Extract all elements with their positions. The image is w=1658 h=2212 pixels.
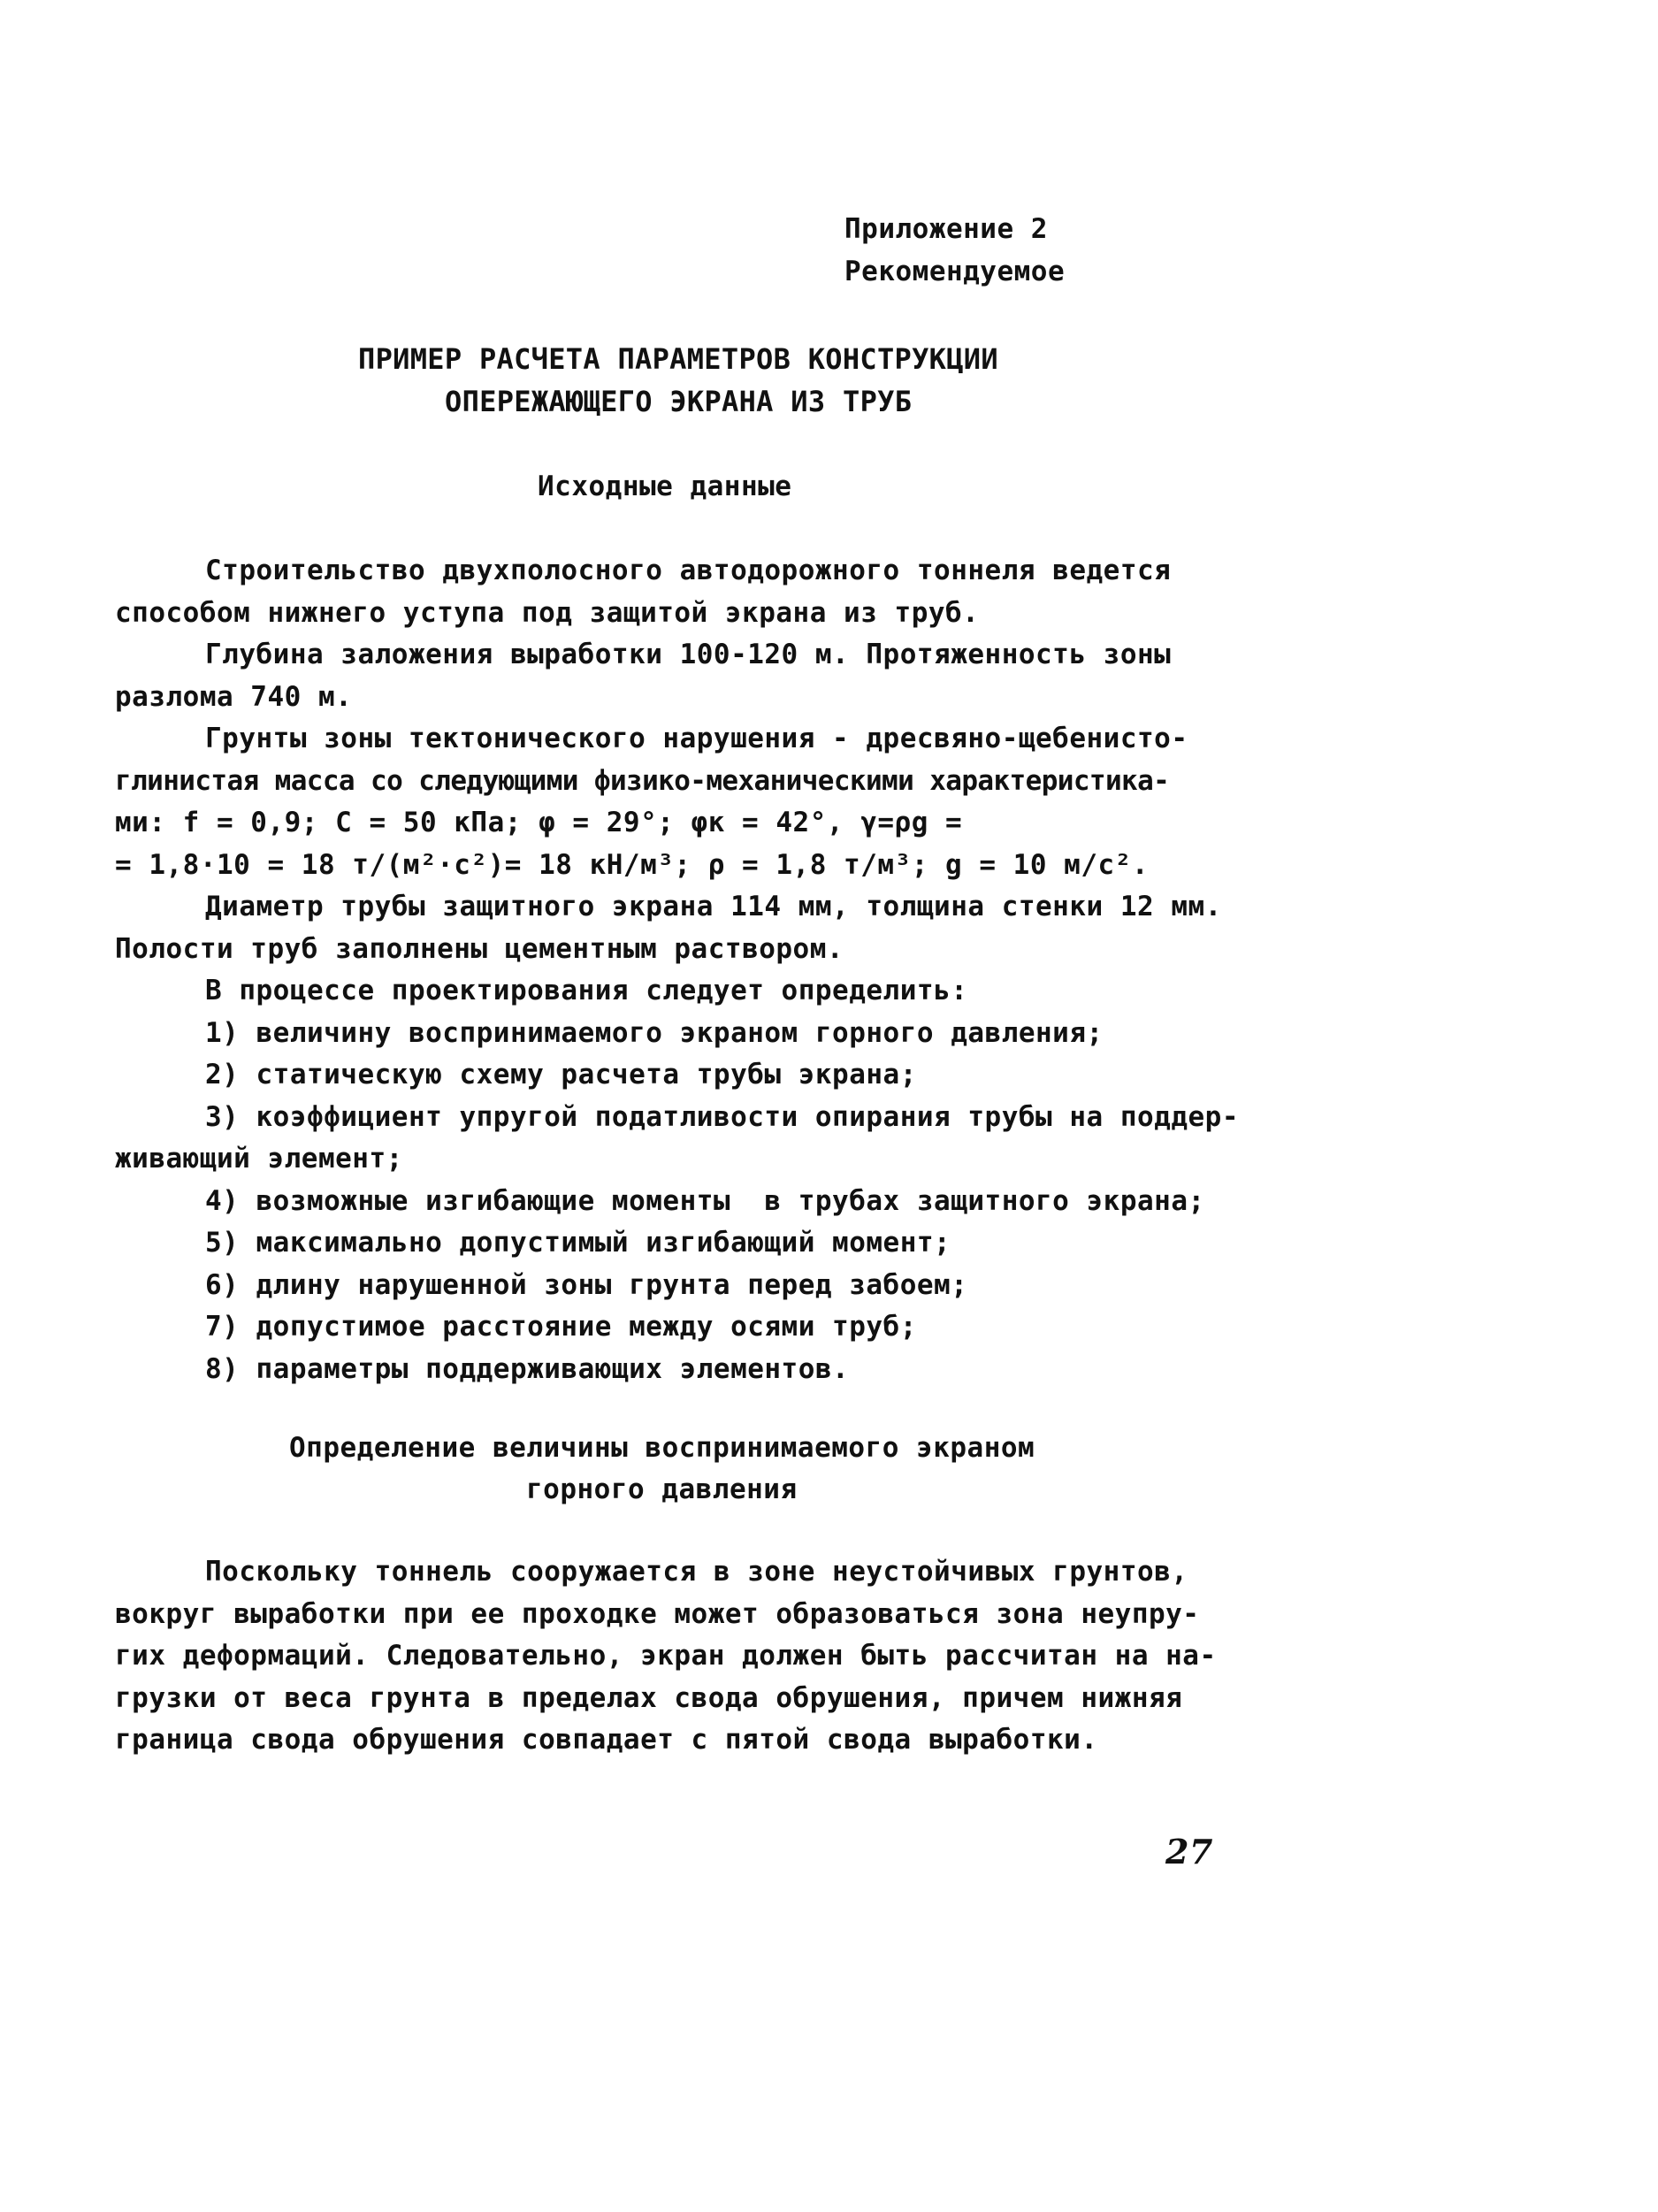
list-item: 5) максимально допустимый изгибающий момент; xyxy=(205,1227,951,1259)
list-item: 4) возможные изгибающие моменты в трубах защитного экрана; xyxy=(205,1185,1205,1217)
appendix-number: Приложение 2 xyxy=(844,213,1048,245)
section-heading-line-2: горного давления xyxy=(526,1473,798,1505)
list-item: 8) параметры поддерживающих элементов. xyxy=(205,1353,850,1385)
document-title-line-1: ПРИМЕР РАСЧЕТА ПАРАМЕТРОВ КОНСТРУКЦИИ xyxy=(358,342,998,376)
section-heading-initial-data: Исходные данные xyxy=(538,471,792,502)
formula-line: ми: f = 0,9; C = 50 кПа; φ = 29°; φк = 42°, γ=ρg = xyxy=(115,807,963,838)
paragraph-line: Диаметр трубы защитного экрана 114 мм, толщина стенки 12 мм. xyxy=(205,891,1222,922)
paragraph-line: грузки от веса грунта в пределах свода обрушения, причем нижняя xyxy=(115,1682,1183,1714)
list-item: 6) длину нарушенной зоны грунта перед забоем; xyxy=(205,1269,968,1301)
document-title-line-2: ОПЕРЕЖАЮЩЕГО ЭКРАНА ИЗ ТРУБ xyxy=(445,385,913,418)
paragraph-line: способом нижнего уступа под защитой экрана из труб. xyxy=(115,597,980,629)
list-item: 1) величину воспринимаемого экраном горного давления; xyxy=(205,1017,1104,1049)
paragraph-line: глинистая масса со следующими физико-механическими характеристика- xyxy=(115,765,1170,797)
paragraph-line: гих деформаций. Следовательно, экран должен быть рассчитан на на- xyxy=(115,1640,1217,1672)
paragraph-line: Грунты зоны тектонического нарушения - дресвяно-щебенисто- xyxy=(205,723,1188,754)
paragraph-line: Глубина заложения выработки 100-120 м. Протяженность зоны xyxy=(205,639,1172,670)
list-item: 2) статическую схему расчета трубы экрана; xyxy=(205,1059,917,1091)
paragraph-line: Полости труб заполнены цементным раствором. xyxy=(115,933,844,965)
paragraph-line: В процессе проектирования следует определить: xyxy=(205,975,968,1006)
list-item: 3) коэффициент упругой податливости опирания трубы на поддер- xyxy=(205,1101,1239,1133)
paragraph-line: разлома 740 м. xyxy=(115,681,353,713)
paragraph-line: вокруг выработки при ее проходке может образоваться зона неупру- xyxy=(115,1598,1200,1630)
page-number: 27 xyxy=(1165,1832,1213,1871)
list-item-continuation: живающий элемент; xyxy=(115,1143,403,1175)
paragraph-line: Поскольку тоннель сооружается в зоне неустойчивых грунтов, xyxy=(205,1556,1188,1588)
section-heading-line-1: Определение величины воспринимаемого экраном xyxy=(289,1432,1035,1464)
paragraph-line: граница свода обрушения совпадает с пятой свода выработки. xyxy=(115,1724,1098,1756)
list-item: 7) допустимое расстояние между осями труб; xyxy=(205,1311,917,1343)
paragraph-line: Строительство двухполосного автодорожного тоннеля ведется xyxy=(205,555,1172,586)
formula-line: = 1,8·10 = 18 т/(м²·с²)= 18 кН/м³; ρ = 1,8 т/м³; g = 10 м/с². xyxy=(115,849,1149,881)
appendix-status: Рекомендуемое xyxy=(844,256,1066,287)
